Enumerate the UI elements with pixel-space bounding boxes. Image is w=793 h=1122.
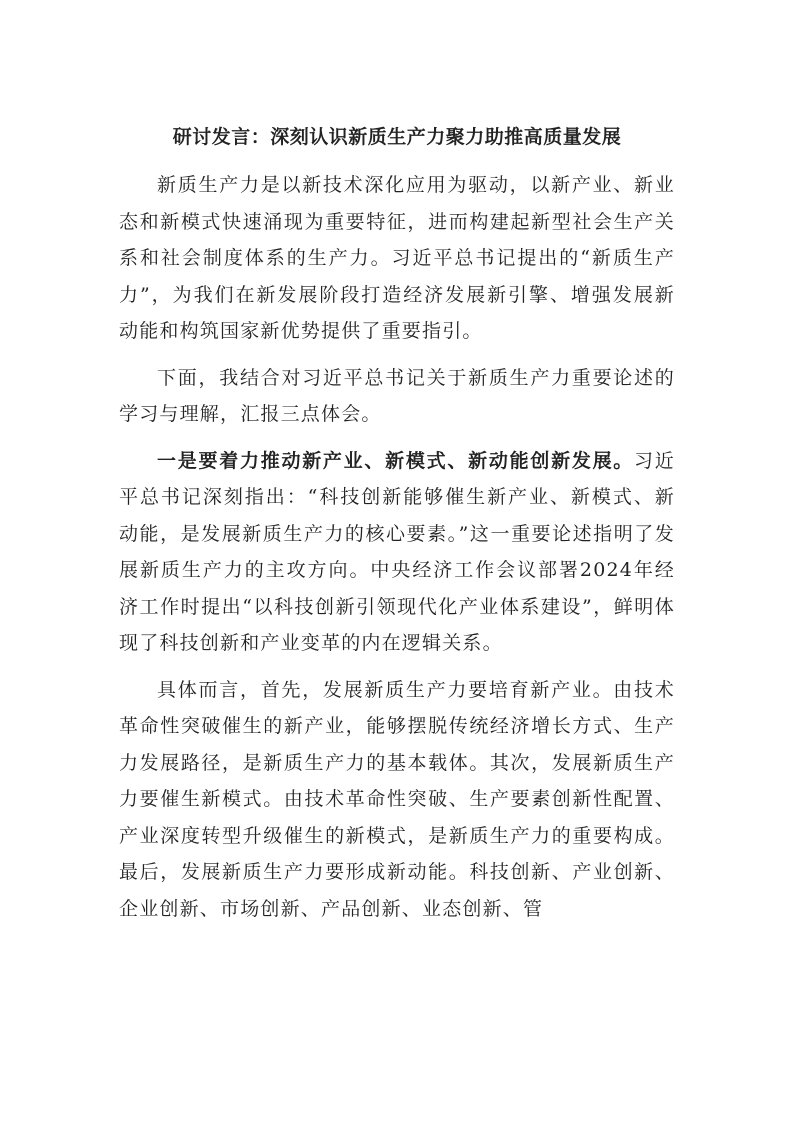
- paragraph-point-one: [119, 443, 675, 662]
- paragraph-text: 下面，我结合对习近平总书记关于新质生产力重要论述的学习与理解，汇报三点体会。: [119, 366, 675, 425]
- paragraph-text: 具体而言，首先，发展新质生产力要培育新产业。由技术革命性突破催生的新产业，能够摆脱传统经济增长方式、生产力发展路径，是新质生产力的基本载体。其次，发展新质生产力要催生新模式。由技术革命性突破、生产要素创新性配置、产业深度转型升级催生的新模式，是新质生产力的重要构成。最后，发展新质生产力要形成新动能。科技创新、产业创新、企业创新、市场创新、产品创新、业态创新、管: [119, 678, 675, 920]
- paragraph-text: 新质生产力是以新技术深化应用为驱动，以新产业、新业态和新模式快速涌现为重要特征，进而构建起新型社会生产关系和社会制度体系的生产力。习近平总书记提出的“新质生产力”，为我们在新发展阶段打造经济发展新引擎、增强发展新动能和构筑国家新优势提供了重要指引。: [119, 174, 675, 342]
- paragraph-outline: [119, 360, 675, 433]
- paragraph-details: [119, 672, 675, 928]
- document-body: [119, 121, 675, 927]
- paragraph-lead-heading: 一是要着力推动新产业、新模式、新动能创新发展。: [157, 449, 635, 472]
- paragraph-text: 习近平总书记深刻指出：“科技创新能够催生新产业、新模式、新动能，是发展新质生产力的核心要素。”这一重要论述指明了发展新质生产力的主攻方向。中央经济工作会议部署2024年经济工作时提出“以科技创新引领现代化产业体系建设”，鲜明体现了科技创新和产业变革的内在逻辑关系。: [119, 449, 675, 654]
- document-title: 研讨发言：深刻认识新质生产力聚力助推高质量发展: [172, 126, 622, 148]
- paragraph-intro: [119, 167, 675, 350]
